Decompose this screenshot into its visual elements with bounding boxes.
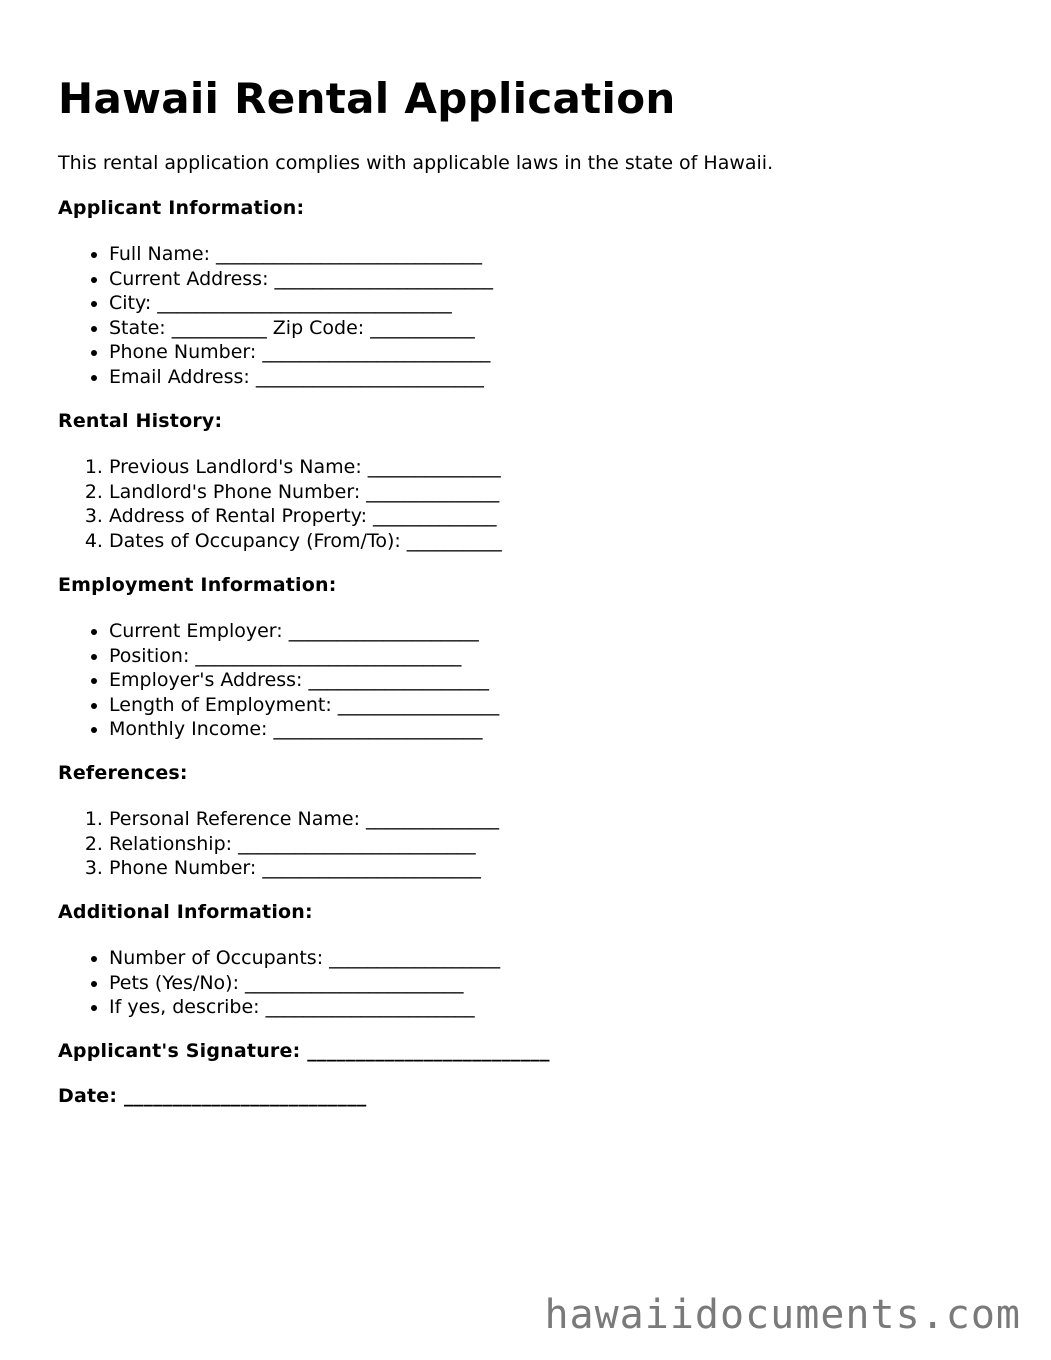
list-item: 4. Dates of Occupancy (From/To): __________: [109, 529, 502, 554]
list-item: 2. Relationship: _________________________: [109, 832, 499, 857]
list-item: 3. Phone Number: _______________________: [109, 856, 499, 881]
rental-history-heading: Rental History:: [58, 410, 223, 432]
list-item: • Full Name: ____________________________: [109, 242, 493, 267]
list-item: • State: __________ Zip Code: ___________: [109, 316, 493, 341]
rental-history-section: [58, 410, 502, 553]
list-item: • Email Address: ________________________: [109, 365, 493, 390]
employment-heading: Employment Information:: [58, 574, 337, 596]
additional-section: [58, 901, 500, 1020]
list-item: 2. Landlord's Phone Number: ______________: [109, 480, 502, 505]
signature-line: Applicant's Signature: _________________________: [58, 1040, 550, 1062]
list-item: • Current Address: _______________________: [109, 267, 493, 292]
applicant-section: [58, 197, 493, 389]
list-item: • City: _______________________________: [109, 291, 493, 316]
applicant-list: [58, 242, 493, 389]
list-item: • Monthly Income: ______________________: [109, 717, 499, 742]
list-item: 1. Personal Reference Name: ______________: [109, 807, 499, 832]
date-line: Date: _________________________: [58, 1085, 367, 1107]
list-item: • Position: ____________________________: [109, 644, 499, 669]
references-heading: References:: [58, 762, 188, 784]
watermark: hawaiidocuments.com: [544, 1292, 1021, 1338]
applicant-heading: Applicant Information:: [58, 197, 305, 219]
page-title: Hawaii Rental Application: [58, 74, 676, 123]
list-item: • If yes, describe: ______________________: [109, 995, 500, 1020]
references-list: [58, 807, 499, 881]
additional-heading: Additional Information:: [58, 901, 313, 923]
list-item: • Number of Occupants: __________________: [109, 946, 500, 971]
list-item: 1. Previous Landlord's Name: ______________: [109, 455, 502, 480]
list-item: • Employer's Address: ___________________: [109, 668, 499, 693]
additional-list: [58, 946, 500, 1020]
intro-text: This rental application complies with applicable laws in the state of Hawaii.: [58, 152, 774, 174]
list-item: 3. Address of Rental Property: _____________: [109, 504, 502, 529]
employment-list: [58, 619, 499, 742]
employment-section: [58, 574, 499, 742]
list-item: • Length of Employment: _________________: [109, 693, 499, 718]
references-section: [58, 762, 499, 881]
rental-history-list: [58, 455, 502, 553]
list-item: • Phone Number: ________________________: [109, 340, 493, 365]
list-item: • Current Employer: ____________________: [109, 619, 499, 644]
list-item: • Pets (Yes/No): _______________________: [109, 971, 500, 996]
